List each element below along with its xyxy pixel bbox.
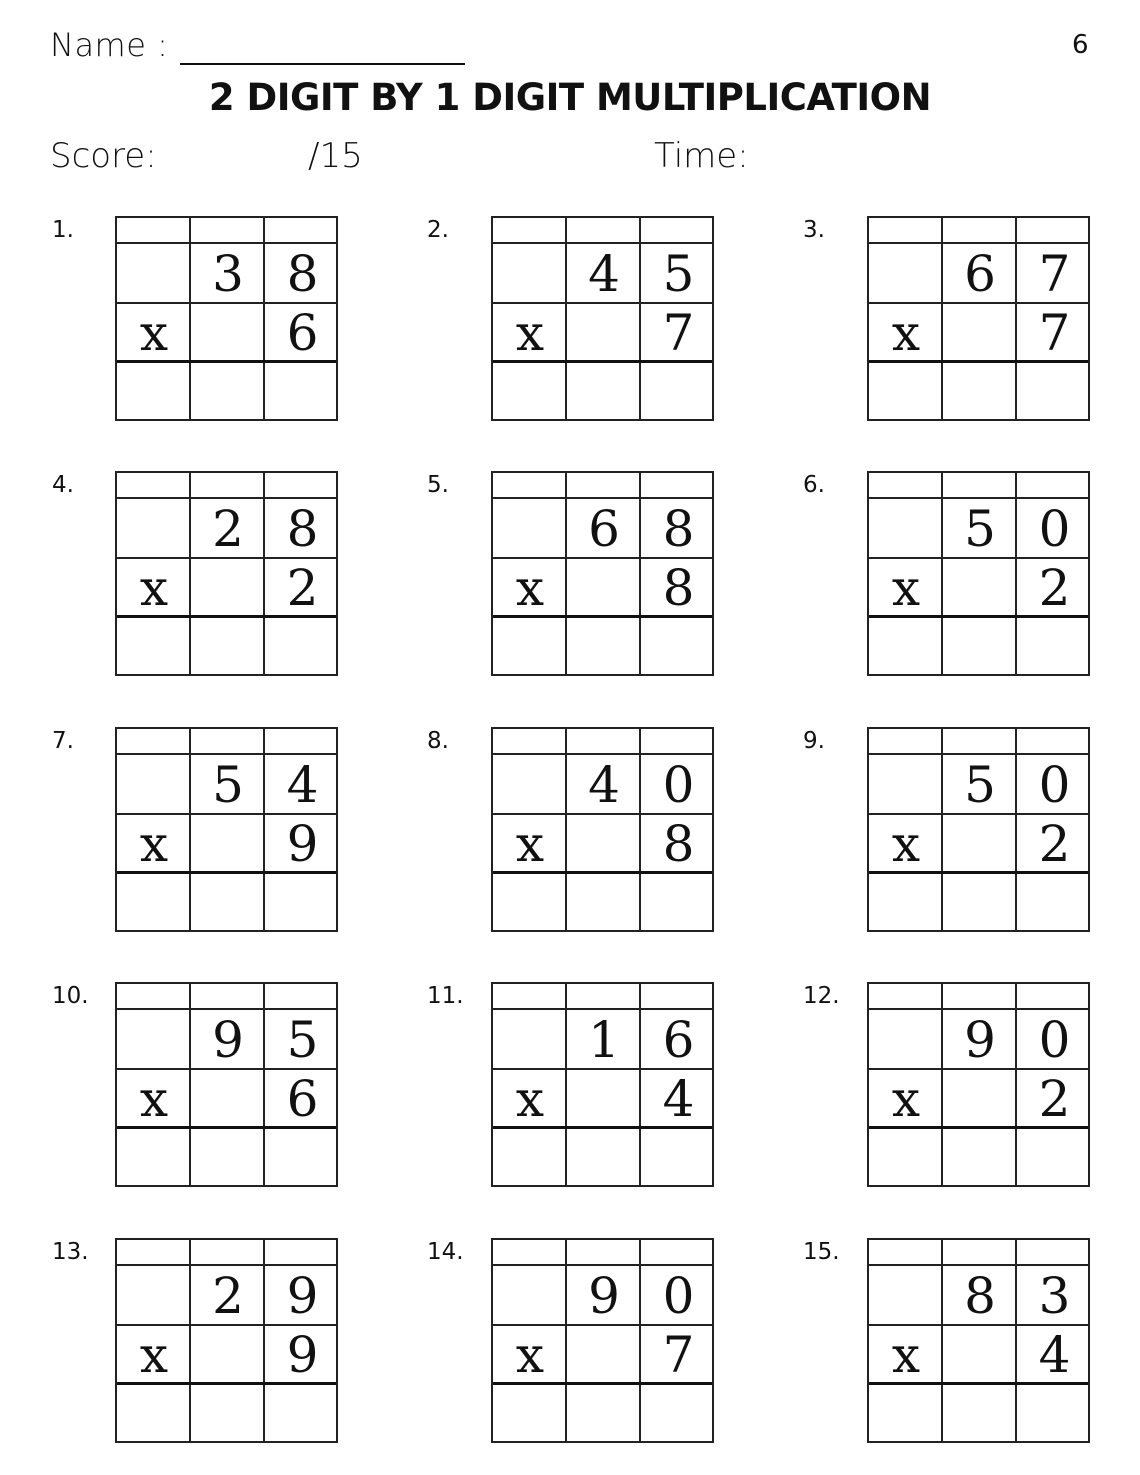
multiplicand-tens-digit: 9: [212, 1011, 244, 1069]
problem-grid: [115, 727, 338, 932]
answer-cell[interactable]: [567, 617, 641, 678]
multiply-sign: x: [139, 815, 169, 873]
problem-grid: [867, 727, 1090, 932]
problem-number: 11.: [427, 983, 464, 1009]
carry-cell[interactable]: [1017, 1240, 1092, 1266]
answer-cell[interactable]: [869, 1384, 943, 1445]
carry-cell[interactable]: [943, 729, 1017, 755]
answer-cell[interactable]: [1017, 362, 1092, 423]
answer-cell[interactable]: [265, 617, 340, 678]
empty-cell: [943, 1070, 1017, 1128]
multiplicand-ones-digit: 4: [286, 756, 319, 814]
problem-number: 1.: [52, 217, 74, 243]
multiplicand-ones-digit: 7: [1038, 245, 1071, 303]
answer-cell[interactable]: [117, 873, 191, 934]
carry-cell[interactable]: [493, 1240, 567, 1266]
empty-cell: [869, 755, 943, 815]
carry-cell[interactable]: [567, 1240, 641, 1266]
multiply-sign: x: [891, 559, 921, 617]
answer-cell[interactable]: [191, 1128, 265, 1189]
name-field[interactable]: [180, 63, 465, 65]
multiplicand-tens-digit: 4: [588, 756, 620, 814]
empty-cell: [567, 815, 641, 873]
answer-cell[interactable]: [265, 1384, 340, 1445]
carry-cell[interactable]: [869, 1240, 943, 1266]
carry-cell[interactable]: [265, 1240, 340, 1266]
multiplicand-ones-digit: 0: [1038, 1011, 1071, 1069]
empty-cell: [191, 559, 265, 617]
name-label: Name :: [50, 26, 169, 64]
time-label: Time:: [654, 136, 749, 176]
carry-cell[interactable]: [641, 473, 716, 499]
empty-cell: [567, 1070, 641, 1128]
answer-cell[interactable]: [567, 1384, 641, 1445]
carry-cell[interactable]: [567, 473, 641, 499]
multiplicand-tens-digit: 1: [588, 1011, 620, 1069]
multiplicand-tens-digit: 2: [212, 500, 244, 558]
empty-cell: [117, 1266, 191, 1326]
empty-cell: [117, 1010, 191, 1070]
empty-cell: [943, 559, 1017, 617]
carry-cell[interactable]: [191, 218, 265, 244]
multiplier-digit: 4: [662, 1070, 695, 1128]
multiplicand-ones-digit: 9: [286, 1267, 319, 1325]
multiplicand-ones-digit: 8: [286, 500, 319, 558]
answer-cell[interactable]: [641, 873, 716, 934]
multiplicand-ones-digit: 8: [286, 245, 319, 303]
multiplicand-tens-digit: 9: [964, 1011, 996, 1069]
answer-cell[interactable]: [191, 617, 265, 678]
carry-cell[interactable]: [191, 984, 265, 1010]
empty-cell: [493, 244, 567, 304]
carry-cell[interactable]: [869, 473, 943, 499]
answer-cell[interactable]: [191, 362, 265, 423]
multiplicand-ones-digit: 0: [662, 756, 695, 814]
score-total: /15: [308, 136, 363, 176]
multiplier-digit: 9: [286, 815, 319, 873]
carry-cell[interactable]: [191, 473, 265, 499]
carry-cell[interactable]: [265, 729, 340, 755]
carry-cell[interactable]: [117, 1240, 191, 1266]
empty-cell: [191, 1326, 265, 1384]
multiplicand-tens-digit: 6: [588, 500, 620, 558]
worksheet-title: 2 DIGIT BY 1 DIGIT MULTIPLICATION: [208, 76, 932, 119]
answer-cell[interactable]: [117, 617, 191, 678]
answer-cell[interactable]: [641, 362, 716, 423]
multiplier-digit: 8: [662, 559, 695, 617]
multiply-sign: x: [891, 815, 921, 873]
answer-cell[interactable]: [641, 1128, 716, 1189]
problem-number: 2.: [427, 217, 449, 243]
problem-number: 5.: [427, 472, 449, 498]
multiplier-digit: 6: [286, 1070, 319, 1128]
carry-cell[interactable]: [117, 218, 191, 244]
problem-grid: [491, 471, 714, 676]
empty-cell: [567, 304, 641, 362]
multiplier-digit: 7: [1038, 304, 1071, 362]
empty-cell: [117, 499, 191, 559]
problem-grid: [491, 1238, 714, 1443]
answer-cell[interactable]: [493, 617, 567, 678]
multiplicand-tens-digit: 8: [964, 1267, 996, 1325]
answer-cell[interactable]: [265, 873, 340, 934]
carry-cell[interactable]: [641, 218, 716, 244]
answer-cell[interactable]: [943, 362, 1017, 423]
problem-number: 6.: [803, 472, 825, 498]
multiplier-digit: 8: [662, 815, 695, 873]
multiply-sign: x: [139, 559, 169, 617]
empty-cell: [191, 815, 265, 873]
answer-cell[interactable]: [265, 1128, 340, 1189]
multiplicand-ones-digit: 0: [662, 1267, 695, 1325]
multiplicand-ones-digit: 8: [662, 500, 695, 558]
answer-cell[interactable]: [943, 617, 1017, 678]
multiply-sign: x: [515, 559, 545, 617]
carry-cell[interactable]: [191, 1240, 265, 1266]
carry-cell[interactable]: [641, 984, 716, 1010]
carry-cell[interactable]: [567, 729, 641, 755]
carry-cell[interactable]: [191, 729, 265, 755]
problem-number: 4.: [52, 472, 74, 498]
answer-cell[interactable]: [117, 362, 191, 423]
problem-grid: [115, 1238, 338, 1443]
multiplicand-ones-digit: 0: [1038, 500, 1071, 558]
carry-cell[interactable]: [1017, 984, 1092, 1010]
carry-cell[interactable]: [567, 218, 641, 244]
answer-cell[interactable]: [869, 362, 943, 423]
empty-cell: [493, 1266, 567, 1326]
answer-cell[interactable]: [493, 1384, 567, 1445]
empty-cell: [869, 1010, 943, 1070]
carry-cell[interactable]: [265, 473, 340, 499]
answer-cell[interactable]: [191, 1384, 265, 1445]
answer-cell[interactable]: [641, 617, 716, 678]
problem-number: 10.: [52, 983, 89, 1009]
carry-cell[interactable]: [943, 218, 1017, 244]
multiplier-digit: 9: [286, 1326, 319, 1384]
multiplicand-tens-digit: 5: [964, 756, 996, 814]
answer-cell[interactable]: [117, 1384, 191, 1445]
multiplicand-tens-digit: 6: [964, 245, 996, 303]
answer-cell[interactable]: [943, 1128, 1017, 1189]
problem-grid: [115, 982, 338, 1187]
carry-cell[interactable]: [493, 984, 567, 1010]
problem-grid: [867, 471, 1090, 676]
carry-cell[interactable]: [117, 729, 191, 755]
page-number: 6: [1072, 30, 1089, 60]
carry-cell[interactable]: [869, 984, 943, 1010]
empty-cell: [191, 304, 265, 362]
problem-grid: [491, 982, 714, 1187]
carry-cell[interactable]: [943, 984, 1017, 1010]
empty-cell: [493, 499, 567, 559]
answer-cell[interactable]: [265, 362, 340, 423]
multiplicand-ones-digit: 3: [1038, 1267, 1071, 1325]
answer-cell[interactable]: [869, 1128, 943, 1189]
empty-cell: [191, 1070, 265, 1128]
multiplicand-tens-digit: 3: [212, 245, 244, 303]
carry-cell[interactable]: [943, 473, 1017, 499]
multiply-sign: x: [515, 1070, 545, 1128]
multiplicand-tens-digit: 5: [212, 756, 244, 814]
empty-cell: [869, 1266, 943, 1326]
problem-grid: [115, 471, 338, 676]
problem-number: 3.: [803, 217, 825, 243]
problem-grid: [491, 216, 714, 421]
carry-cell[interactable]: [1017, 473, 1092, 499]
carry-cell[interactable]: [1017, 729, 1092, 755]
score-label: Score:: [50, 136, 157, 176]
answer-cell[interactable]: [567, 1128, 641, 1189]
answer-cell[interactable]: [567, 873, 641, 934]
carry-cell[interactable]: [869, 218, 943, 244]
problem-grid: [867, 216, 1090, 421]
multiply-sign: x: [891, 1070, 921, 1128]
problem-number: 13.: [52, 1239, 89, 1265]
multiplicand-ones-digit: 5: [662, 245, 695, 303]
answer-cell[interactable]: [493, 873, 567, 934]
problem-grid: [867, 1238, 1090, 1443]
problem-number: 7.: [52, 728, 74, 754]
multiplier-digit: 7: [662, 1326, 695, 1384]
answer-cell[interactable]: [567, 362, 641, 423]
empty-cell: [493, 755, 567, 815]
problem-number: 8.: [427, 728, 449, 754]
multiplicand-ones-digit: 5: [286, 1011, 319, 1069]
carry-cell[interactable]: [493, 473, 567, 499]
carry-cell[interactable]: [641, 729, 716, 755]
answer-cell[interactable]: [493, 1128, 567, 1189]
empty-cell: [117, 755, 191, 815]
answer-cell[interactable]: [869, 617, 943, 678]
carry-cell[interactable]: [493, 218, 567, 244]
empty-cell: [869, 244, 943, 304]
problem-grid: [867, 982, 1090, 1187]
multiply-sign: x: [139, 1326, 169, 1384]
problem-number: 9.: [803, 728, 825, 754]
answer-cell[interactable]: [641, 1384, 716, 1445]
multiplier-digit: 6: [286, 304, 319, 362]
answer-cell[interactable]: [1017, 617, 1092, 678]
empty-cell: [567, 559, 641, 617]
multiply-sign: x: [515, 815, 545, 873]
carry-cell[interactable]: [1017, 218, 1092, 244]
answer-cell[interactable]: [191, 873, 265, 934]
multiplicand-ones-digit: 0: [1038, 756, 1071, 814]
multiplicand-tens-digit: 4: [588, 245, 620, 303]
multiply-sign: x: [515, 304, 545, 362]
problem-grid: [491, 727, 714, 932]
multiply-sign: x: [139, 1070, 169, 1128]
empty-cell: [943, 815, 1017, 873]
empty-cell: [943, 304, 1017, 362]
multiplier-digit: 7: [662, 304, 695, 362]
answer-cell[interactable]: [493, 362, 567, 423]
multiplier-digit: 2: [1038, 559, 1071, 617]
empty-cell: [943, 1326, 1017, 1384]
multiplier-digit: 2: [1038, 1070, 1071, 1128]
carry-cell[interactable]: [117, 473, 191, 499]
problem-number: 14.: [427, 1239, 464, 1265]
multiply-sign: x: [139, 304, 169, 362]
problem-number: 15.: [803, 1239, 840, 1265]
multiply-sign: x: [891, 1326, 921, 1384]
multiply-sign: x: [891, 304, 921, 362]
carry-cell[interactable]: [493, 729, 567, 755]
answer-cell[interactable]: [1017, 1384, 1092, 1445]
carry-cell[interactable]: [265, 984, 340, 1010]
carry-cell[interactable]: [869, 729, 943, 755]
problem-number: 12.: [803, 983, 840, 1009]
carry-cell[interactable]: [641, 1240, 716, 1266]
empty-cell: [869, 499, 943, 559]
answer-cell[interactable]: [117, 1128, 191, 1189]
multiplicand-tens-digit: 5: [964, 500, 996, 558]
multiplier-digit: 2: [1038, 815, 1071, 873]
answer-cell[interactable]: [943, 1384, 1017, 1445]
carry-cell[interactable]: [943, 1240, 1017, 1266]
multiply-sign: x: [515, 1326, 545, 1384]
carry-cell[interactable]: [117, 984, 191, 1010]
answer-cell[interactable]: [943, 873, 1017, 934]
multiplier-digit: 2: [286, 559, 319, 617]
multiplicand-ones-digit: 6: [662, 1011, 695, 1069]
carry-cell[interactable]: [567, 984, 641, 1010]
multiplier-digit: 4: [1038, 1326, 1071, 1384]
multiplicand-tens-digit: 9: [588, 1267, 620, 1325]
empty-cell: [567, 1326, 641, 1384]
answer-cell[interactable]: [869, 873, 943, 934]
empty-cell: [493, 1010, 567, 1070]
answer-cell[interactable]: [1017, 873, 1092, 934]
problem-grid: [115, 216, 338, 421]
empty-cell: [117, 244, 191, 304]
multiplicand-tens-digit: 2: [212, 1267, 244, 1325]
carry-cell[interactable]: [265, 218, 340, 244]
answer-cell[interactable]: [1017, 1128, 1092, 1189]
